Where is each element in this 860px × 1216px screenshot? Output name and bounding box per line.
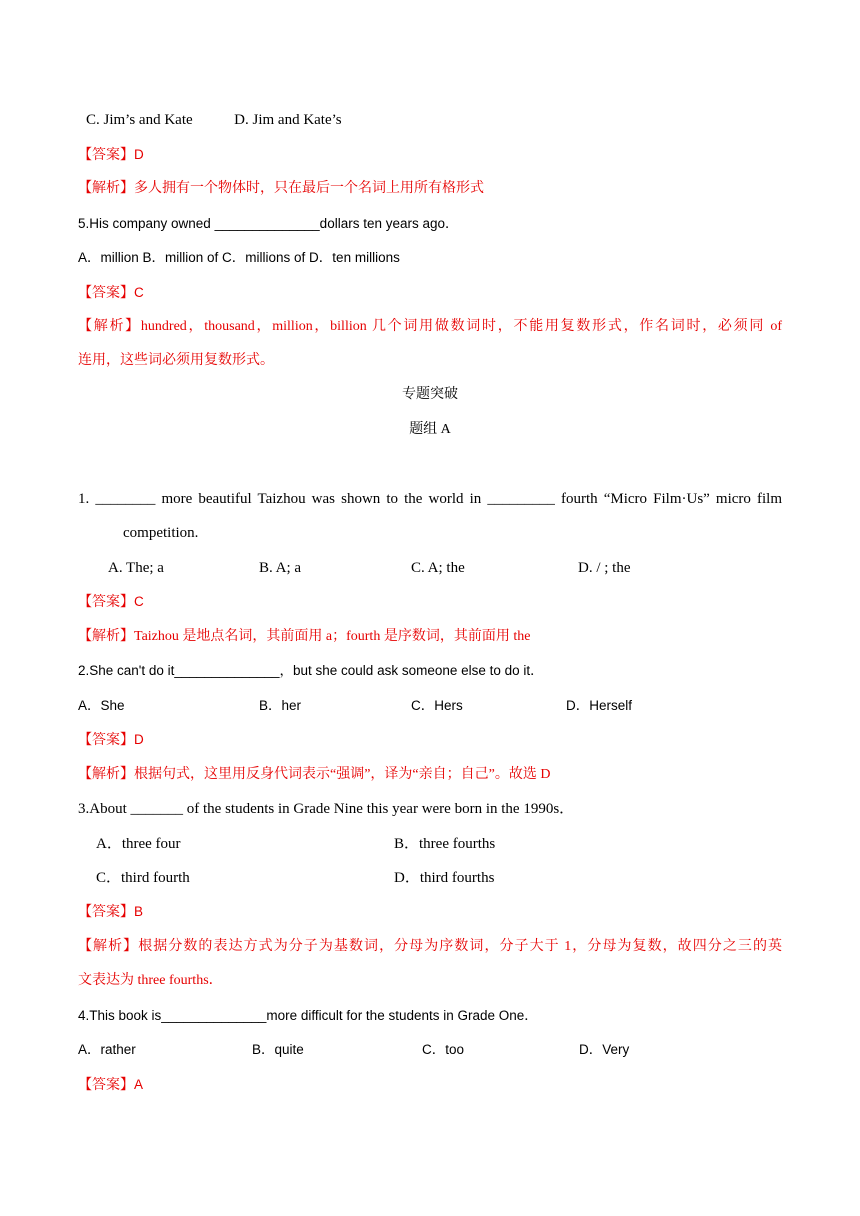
question-3-text: 3.About _______ of the students in Grade Nine this year were born in the 1990s． [78, 801, 575, 817]
question-1-line2: competition. [123, 525, 199, 541]
q2-option-d: D．Herself [566, 698, 633, 713]
q1-option-d: D. / ; the [578, 560, 631, 576]
question-2-analysis: 【解析】根据句式，这里用反身代词表示“强调”，译为“亲自；自己”。故选 D [78, 767, 551, 782]
section-title: 专题突破 [402, 387, 458, 402]
q1-option-b: B. A; a [259, 560, 302, 576]
question-5-answer: 【答案】C [78, 285, 144, 301]
q3-option-d: D．third fourths [394, 870, 495, 886]
question-3-analysis-line2: 文表达为 three fourths． [78, 973, 223, 988]
question-1-analysis: 【解析】Taizhou 是地点名词，其前面用 a；fourth 是序数词，其前面用 the [78, 629, 531, 644]
question-3-answer: 【答案】B [78, 904, 144, 920]
q3-option-b: B．three fourths [394, 836, 496, 852]
prev-analysis: 【解析】多人拥有一个物体时，只在最后一个名词上用所有格形式 [78, 181, 484, 196]
q3-option-c: C．third fourth [96, 870, 190, 886]
q4-option-b: B．quite [252, 1042, 304, 1057]
question-5-text: 5.His company owned ______________dollars ten years ago． [78, 216, 459, 231]
question-1-line1: 1. ________ more beautiful Taizhou was shown to the world in _________ fourth “Micro Film·Us” micro film [78, 491, 782, 507]
q2-option-b: B．her [259, 698, 302, 713]
question-5-options: A．million B．million of C．millions of D．ten millions [78, 250, 400, 265]
q4-option-d: D．Very [579, 1042, 630, 1057]
prev-option-d: D. Jim and Kate’s [234, 112, 342, 128]
question-2-text: 2.She can't do it______________，but she could ask someone else to do it． [78, 663, 544, 678]
q2-option-a: A．She [78, 698, 125, 713]
q4-option-a: A．rather [78, 1042, 136, 1057]
q3-option-a: A．three four [96, 836, 181, 852]
q4-option-c: C．too [422, 1042, 465, 1057]
prev-option-c: C. Jim’s and Kate [86, 112, 193, 128]
question-4-text: 4.This book is______________more difficult for the students in Grade One． [78, 1008, 538, 1023]
analysis-label: 【解析】 [78, 181, 134, 196]
question-5-analysis-line1: 【解析】hundred，thousand，million，billion 几个词用做数词时，不能用复数形式，作名词时，必须同 of [78, 319, 783, 334]
question-2-answer: 【答案】D [78, 732, 144, 748]
prev-question-options [86, 110, 342, 130]
question-1-answer: 【答案】C [78, 594, 144, 610]
group-title: 题组 A [409, 422, 451, 437]
question-3-analysis-line1: 【解析】根据分数的表达方式为分子为基数词，分母为序数词，分子大于 1，分母为复数，故四分之三的英 [78, 939, 783, 954]
q1-option-c: C. A; the [411, 560, 465, 576]
q1-option-a: A. The; a [108, 560, 164, 576]
question-5-analysis-line2: 连用，这些词必须用复数形式。 [78, 353, 274, 368]
q2-option-c: C．Hers [411, 698, 463, 713]
prev-answer: 【答案】D [78, 147, 144, 163]
answer-label: 【答案】 [78, 148, 134, 163]
question-4-answer: 【答案】A [78, 1077, 144, 1093]
